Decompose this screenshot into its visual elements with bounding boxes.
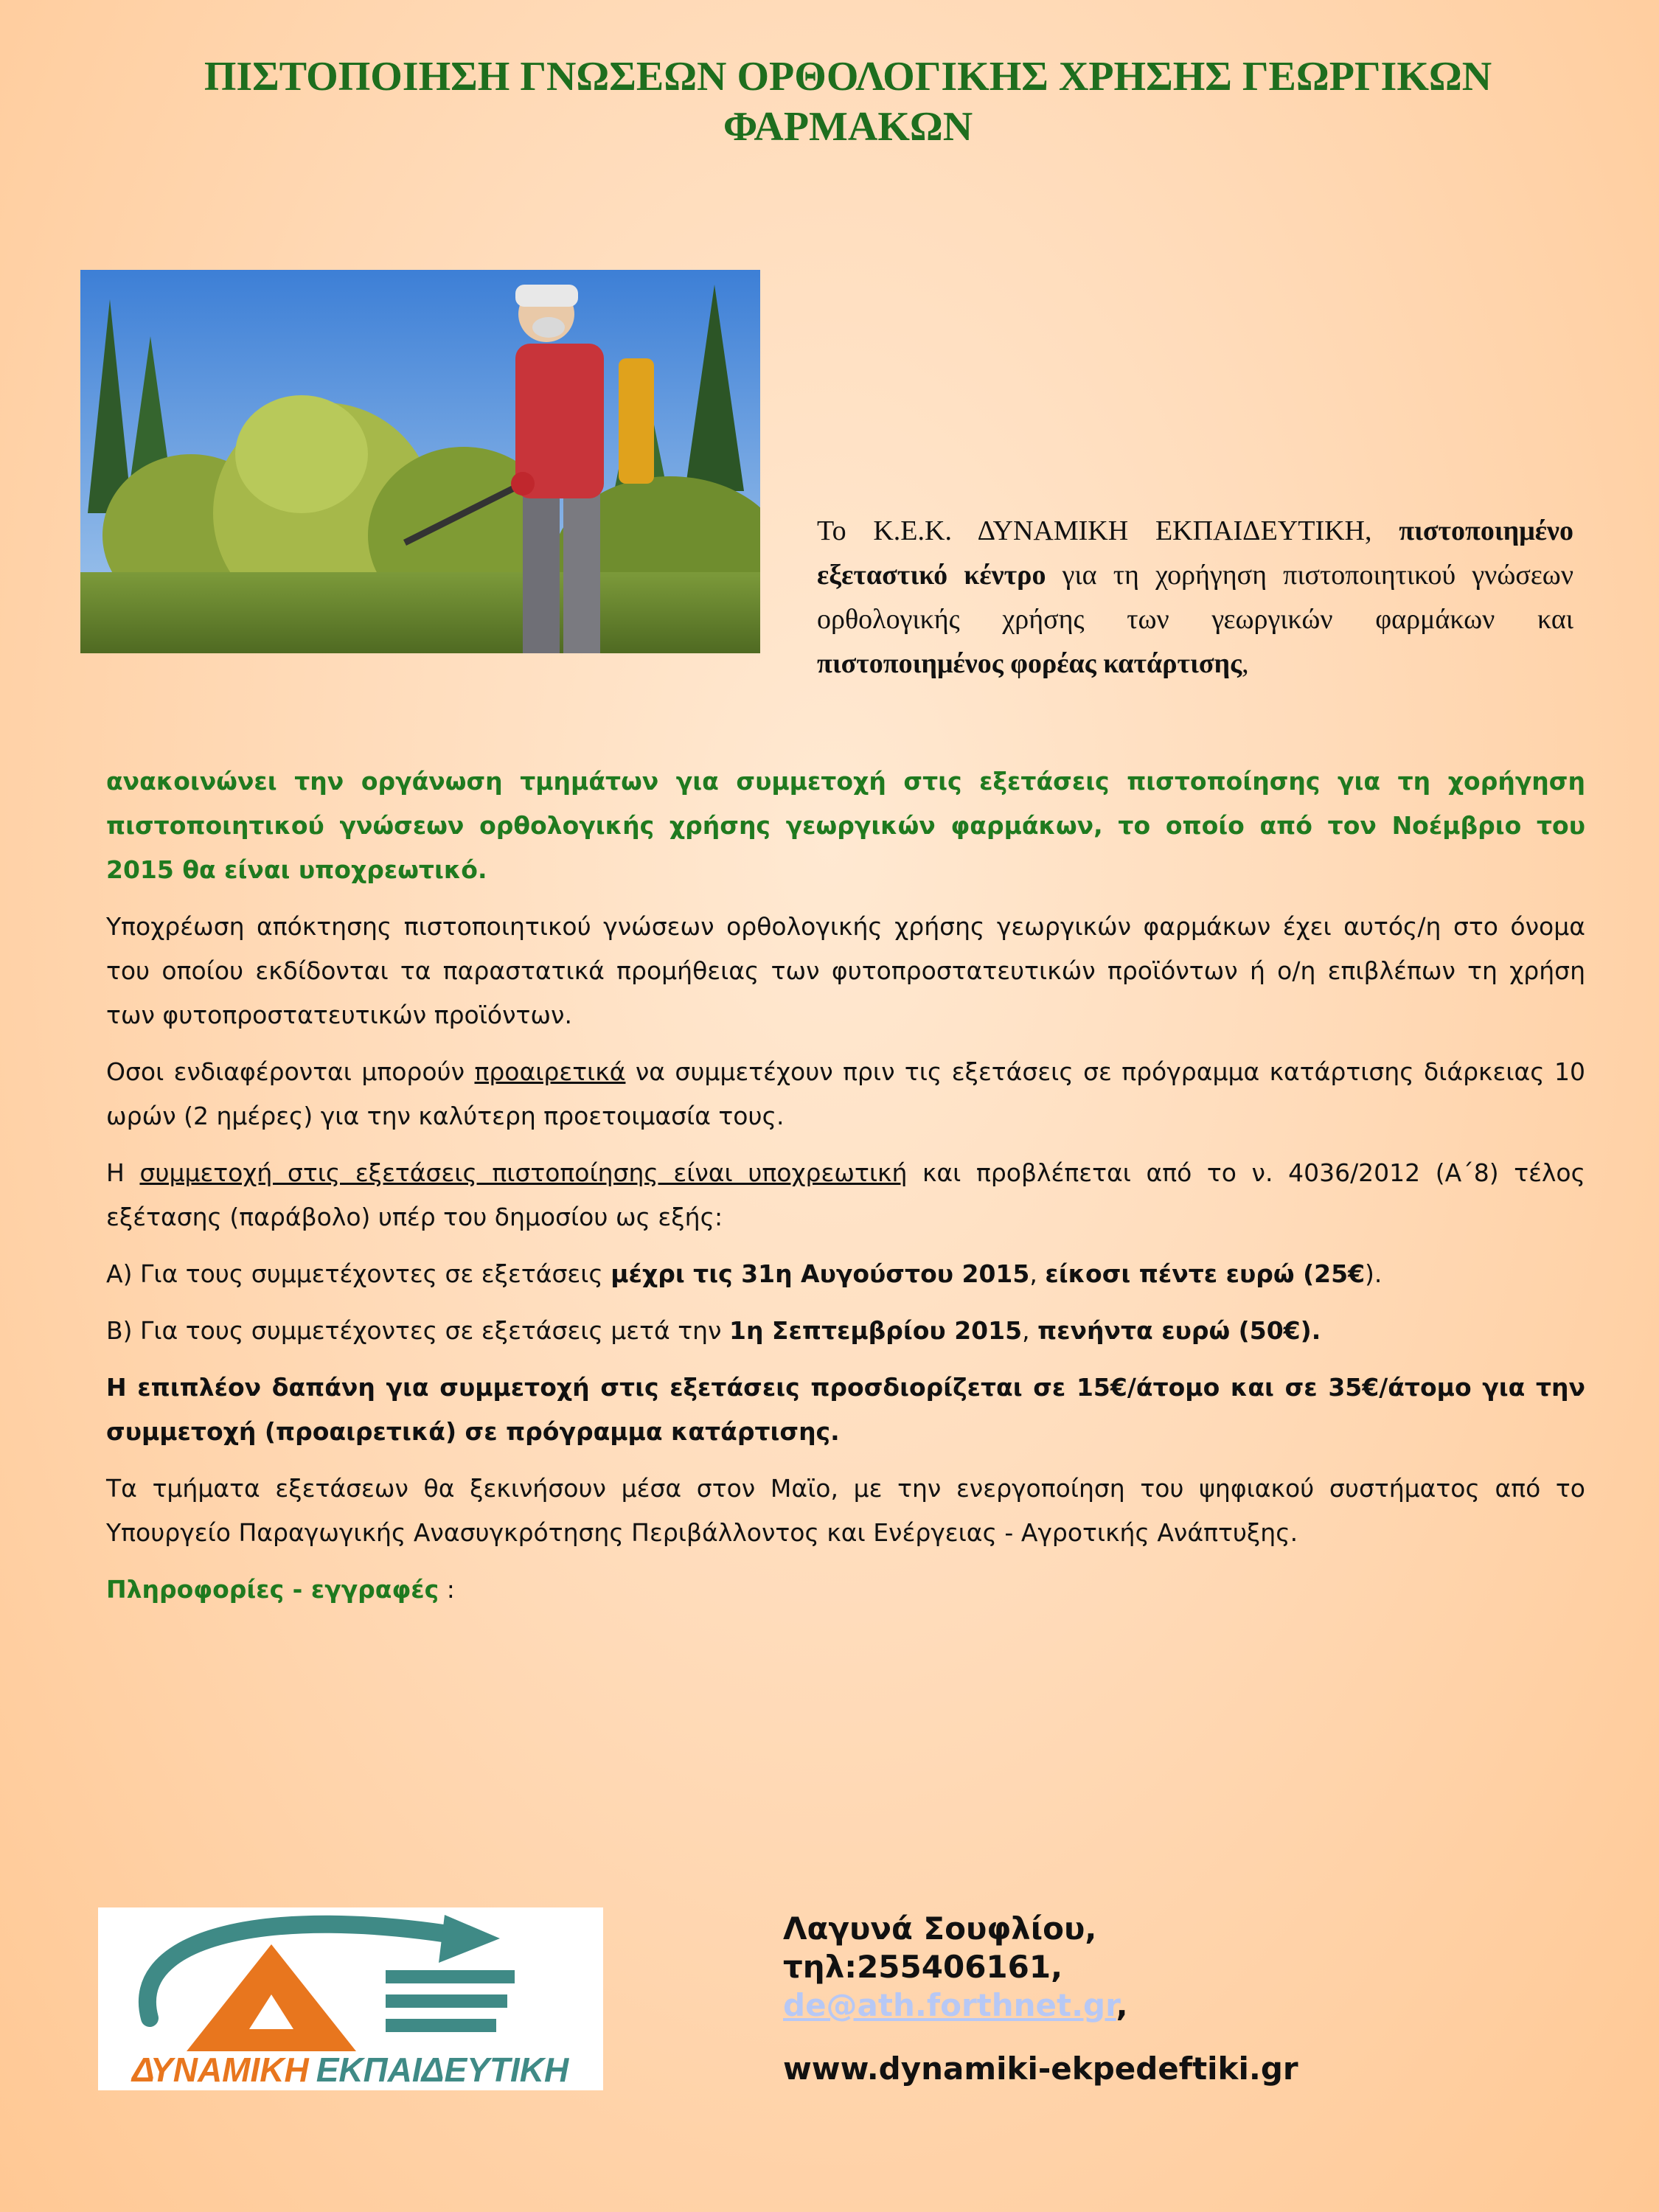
mandatory-post: και προβλέπεται από το ν. 4036/2012 (Α΄8) τέλος εξέτασης (παράβολο) υπέρ του δημοσίου ως εξής: <box>106 1158 1585 1231</box>
mandatory-underlined: συμμετοχή στις εξετάσεις πιστοποίησης είναι υποχρεωτική <box>139 1158 908 1187</box>
optional-training-paragraph <box>106 1050 1585 1138</box>
document-title <box>125 52 1571 152</box>
fee-b-amount: πενήντα ευρώ (50€). <box>1037 1316 1321 1345</box>
contact-place: Λαγυνά Σουφλίου, <box>783 1910 1097 1947</box>
contact-block <box>783 1910 1520 2088</box>
dynamiki-ekpaideftiki-logo <box>98 1907 603 2090</box>
title-line-1: ΠΙΣΤΟΠΟΙΗΣΗ ΓΝΩΣΕΩΝ ΟΡΘΟΛΟΓΙΚΗΣ ΧΡΗΣΗΣ ΓΕΩΡΓΙΚΩΝ <box>204 54 1492 100</box>
optional-underlined: προαιρετικά <box>474 1057 626 1086</box>
obligation-paragraph: Υποχρέωση απόκτησης πιστοποιητικού γνώσεων ορθολογικής χρήσης γεωργικών φαρμάκων έχει αυτός/η στο όνομα του οποίου εκδίδονται τα παραστατικά προμήθειας των φυτοπροστατευτικών προϊόντων ή ο/η επιβλέπων τη χρήση των φυτοπροστατευτικών προϊόντων. <box>106 912 1585 1029</box>
fee-a-date: μέχρι τις 31η Αυγούστου 2015 <box>611 1259 1030 1288</box>
info-colon: : <box>439 1575 455 1604</box>
logo-arrow-head <box>439 1915 500 1963</box>
logo-text: ΔΥΝΑΜΙΚΗ ΕΚΠΑΙΔΕΥΤΙΚΗ <box>131 2051 569 2089</box>
info-paragraph <box>106 1568 1585 1612</box>
intro-text-3: , <box>1242 648 1249 679</box>
title-line-2: ΦΑΡΜΑΚΩΝ <box>723 104 973 150</box>
logo-graphic <box>98 1907 603 2090</box>
contact-email-sep: , <box>1116 1987 1128 2023</box>
contact-website[interactable]: www.dynamiki-ekpedeftiki.gr <box>783 2051 1298 2087</box>
intro-text-1: Το Κ.Ε.Κ. ΔΥΝΑΜΙΚΗ ΕΚΠΑΙΔΕΥΤΙΚΗ, <box>817 515 1372 546</box>
mandatory-pre: Η <box>106 1158 125 1187</box>
contact-email-line <box>783 1986 1520 2025</box>
intro-paragraph <box>817 509 1573 686</box>
intro-text-2: για τη χορήγηση πιστοποιητικού γνώσεων ορθολογικής χρήσης των γεωργικών φαρμάκων και <box>817 560 1574 635</box>
optional-pre: Οσοι ενδιαφέρονται μπορούν <box>106 1057 465 1086</box>
announcement-paragraph: ανακοινώνει την οργάνωση τμημάτων για συμμετοχή στις εξετάσεις πιστοποίησης για τη χορήγηση πιστοποιητικού γνώσεων ορθολογικής χρήσης γεωργικών φαρμάκων, το οποίο από τον Νοέμβριο του 2015 θα είναι υποχρεωτικό. <box>106 767 1585 884</box>
fee-a-pre: Α) Για τους συμμετέχοντες σε εξετάσεις <box>106 1259 603 1288</box>
schedule-paragraph: Τα τμήματα εξετάσεων θα ξεκινήσουν μέσα στον Μαϊο, με την ενεργοποίηση του ψηφιακού συστήματος από το Υπουργείο Παραγωγικής Ανασυγκρότησης Περιβάλλοντος και Ενέργειας - Αγροτικής Ανάπτυξης. <box>106 1474 1585 1547</box>
fee-b-date: 1η Σεπτεμβρίου 2015 <box>728 1316 1023 1345</box>
mandatory-paragraph <box>106 1151 1585 1239</box>
extra-cost-paragraph: Η επιπλέον δαπάνη για συμμετοχή στις εξετάσεις προσδιορίζεται σε 15€/άτομο και σε 35€/άτομο για την συμμετοχή (προαιρετικά) σε πρόγραμμα κατάρτισης. <box>106 1373 1585 1446</box>
fee-a-post: ). <box>1365 1259 1382 1288</box>
intro-bold-exam-center: πιστοποιημένο εξεταστικό κέντρο <box>817 515 1573 591</box>
farmer-spraying-photo <box>80 270 760 653</box>
fee-a-paragraph <box>106 1252 1585 1296</box>
contact-phone: τηλ:255406161, <box>783 1949 1063 1985</box>
farmer-photo-illustration <box>80 270 760 653</box>
info-label: Πληροφορίες - εγγραφές <box>106 1575 439 1604</box>
contact-email-link[interactable]: de@ath.forthnet.gr <box>783 1987 1116 2023</box>
fee-b-pre: Β) Για τους συμμετέχοντες σε εξετάσεις μετά την <box>106 1316 722 1345</box>
body-text <box>106 759 1585 1624</box>
optional-post: να συμμετέχουν πριν τις εξετάσεις σε πρόγραμμα κατάρτισης διάρκειας 10 ωρών (2 ημέρες) για την καλύτερη προετοιμασία τους. <box>106 1057 1585 1130</box>
fee-a-amount: είκοσι πέντε ευρώ (25€ <box>1045 1259 1366 1288</box>
fee-b-paragraph <box>106 1309 1585 1353</box>
fee-b-sep: , <box>1022 1316 1030 1345</box>
fee-a-sep: , <box>1029 1259 1037 1288</box>
intro-bold-training-body: πιστοποιημένος φορέας κατάρτισης <box>817 648 1242 679</box>
